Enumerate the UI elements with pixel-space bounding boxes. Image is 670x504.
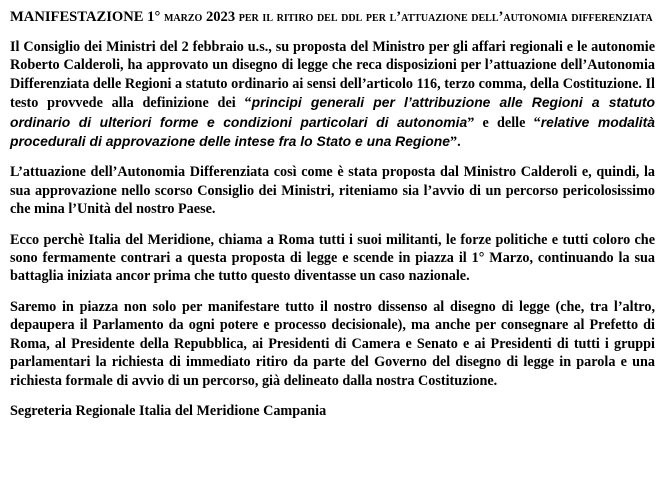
title-rest: marzo 2023 per il ritiro del ddl per l’attuazione dell’autonomia differenziata [163, 9, 653, 25]
title-main: MANIFESTAZIONE 1° [10, 9, 164, 25]
paragraph-3: Ecco perchè Italia del Meridione, chiama a Roma tutti i suoi militanti, le forze politiche e tutti coloro che sono fermamente contrari a questa proposta di legge e scende in piazza il 1° Marzo, continuando la sua battaglia iniziata ancor prima che tutto questo diventasse un caso nazionale. [10, 231, 655, 285]
paragraph-1-end: ”. [449, 134, 461, 151]
paragraph-1-text: Il Consiglio dei Ministri del 2 febbraio u.s., su proposta del Ministro per gli affari regionali e le autonomie Roberto Calderoli, ha approvato un disegno di legge che reca disposizioni per l’attuazione dell’Autonomia Differenziata delle Regioni a statuto ordinario ai sensi dell’articolo 116, terzo comma, della Costituzione. Il testo provvede alla definizione dei “ [10, 39, 655, 112]
quote-principi-generali: principi generali per l’attribuzione alle Regioni a statuto ordinario di ulteriori forme e condizioni particolari di autonomia [10, 94, 655, 130]
document-title [10, 9, 655, 26]
signature: Segreteria Regionale Italia del Meridione Campania [10, 402, 327, 419]
paragraph-1-connector: ” e delle “ [467, 114, 541, 131]
document-page [10, 9, 655, 420]
paragraph-1 [10, 38, 655, 151]
paragraph-2: L’attuazione dell’Autonomia Differenziata così come è stata proposta dal Ministro Calderoli e, quindi, la sua approvazione nello scorso Consiglio dei Ministri, riteniamo sia l’avvio di un percorso pericolosissimo che mina l’Unità del nostro Paese. [10, 164, 655, 218]
quote-modalita-procedurali: relative modalità procedurali di approvazione delle intese fra lo Stato e una Regione [10, 113, 655, 150]
paragraph-4: Saremo in piazza non solo per manifestare tutto il nostro dissenso al disegno di legge (che, tra l’altro, depaupera il Parlamento da ogni potere e processo decisionale), ma anche per consegnare al Prefetto di Roma, al Presidente della Repubblica, ai Presidenti di Camera e Senato e ai Presidenti di tutti i gruppi parlamentari la richiesta di immediato ritiro da parte del Governo del disegno di legge in parola e una richiesta formale di avvio di un percorso, già delineato dalla nostra Costituzione. [10, 298, 655, 389]
